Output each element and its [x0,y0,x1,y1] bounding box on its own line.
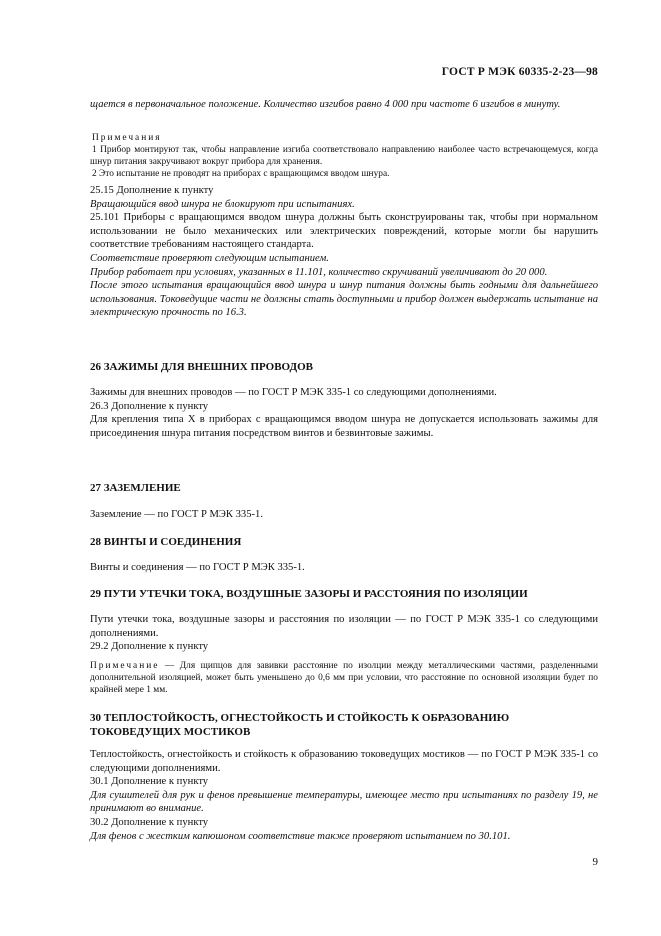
section-30-text: Теплостойкость, огнестойкость и стойкость к образованию токоведущих мостиков — по ГОСТ Р МЭК 335-1 со следующими дополнениями. [90,749,598,774]
section-29-text: Пути утечки тока, воздушные зазоры и расстояния по изоляции — по ГОСТ Р МЭК 335-1 со следующими дополнениями. [90,614,598,639]
clause-30-1-text: Для сушителей для рук и фенов превышение температуры, имеющее место при испытаниях по разделу 19, не принимают во внимание. [90,789,598,815]
section-26-heading: 26 ЗАЖИМЫ ДЛЯ ВНЕШНИХ ПРОВОДОВ [90,361,314,373]
clause-25-101: 25.101 Приборы с вращающимся вводом шнура должны быть сконструированы так, чтобы при нормальном использовании не было механических или электрических повреждений, которые могли бы нарушить соответствие требованиям настоящего стандарта. [90,212,598,251]
section-27-heading: 27 ЗАЗЕМЛЕНИЕ [90,482,181,494]
section-26-text: Зажимы для внешних проводов — по ГОСТ Р МЭК 335-1 со следующими дополнениями. [90,387,497,398]
clause-30-2: 30.2 Дополнение к пункту [90,816,209,828]
clause-25-101-test: Прибор работает при условиях, указанных в 11.101, количество скручиваний увеличивают до 20 000. [90,266,548,278]
note-2: 2 Это испытание не проводят на приборах с вращающимся вводом шнура. [92,169,390,179]
clause-29-2: 29.2 Дополнение к пункту [90,641,209,653]
document-header: ГОСТ Р МЭК 60335-2-23—98 [441,66,598,78]
clause-25-101-check: Соответствие проверяют следующим испытанием. [90,252,329,264]
clause-25-101-after: После этого испытания вращающийся ввод шнура и шнур питания должны быть годными для дальнейшего использования. Токоведущие части не должны стать доступными и прибор должен выдержать испытание на электрическую прочность по 16.3. [90,280,598,319]
clause-26-3-text: Для крепления типа X в приборах с вращающимся вводом шнура не допускается использовать зажимы для присоединения шнура питания посредством винтов и безвинтовые зажимы. [90,414,598,439]
page-number: 9 [592,856,598,868]
section-30-heading: 30 ТЕПЛОСТОЙКОСТЬ, ОГНЕСТОЙКОСТЬ И СТОЙКОСТЬ К ОБРАЗОВАНИЮ ТОКОВЕДУЩИХ МОСТИКОВ [90,712,510,738]
clause-25-15: 25.15 Дополнение к пункту [90,185,214,196]
section-28-text: Винты и соединения — по ГОСТ Р МЭК 335-1. [90,562,305,573]
paragraph-continuation: щается в первоначальное положение. Количество изгибов равно 4 000 при частоте 6 изгибов в минуту. [90,99,561,110]
section-29-heading: 29 ПУТИ УТЕЧКИ ТОКА, ВОЗДУШНЫЕ ЗАЗОРЫ И РАССТОЯНИЯ ПО ИЗОЛЯЦИИ [90,588,528,600]
clause-25-15-text: Вращающийся ввод шнура не блокируют при испытаниях. [90,198,355,210]
clause-30-1: 30.1 Дополнение к пункту [90,776,209,788]
notes-label: Примечания [92,133,162,143]
section-27-text: Заземление — по ГОСТ Р МЭК 335-1. [90,509,263,520]
clause-30-2-text: Для фенов с жестким капюшоном соответствие также проверяют испытанием по 30.101. [90,830,511,842]
note-1: 1 Прибор монтируют так, чтобы направление изгиба соответствовало направлению наиболее часто встречающемуся, когда шнур питания закручивают вокруг прибора для хранения. [90,145,598,167]
note-29-label: Примечание [90,661,160,671]
note-29-text: — Для щипцов для завивки расстояние по изолции между металлическими частями, разделенными дополнительной изоляцией, может быть уменьшено до 0,6 мм при условии, что расстояние по основной изоляции будет по крайней мере 1 мм. [90,661,598,695]
section-28-heading: 28 ВИНТЫ И СОЕДИНЕНИЯ [90,536,242,548]
clause-26-3: 26.3 Дополнение к пункту [90,400,209,412]
